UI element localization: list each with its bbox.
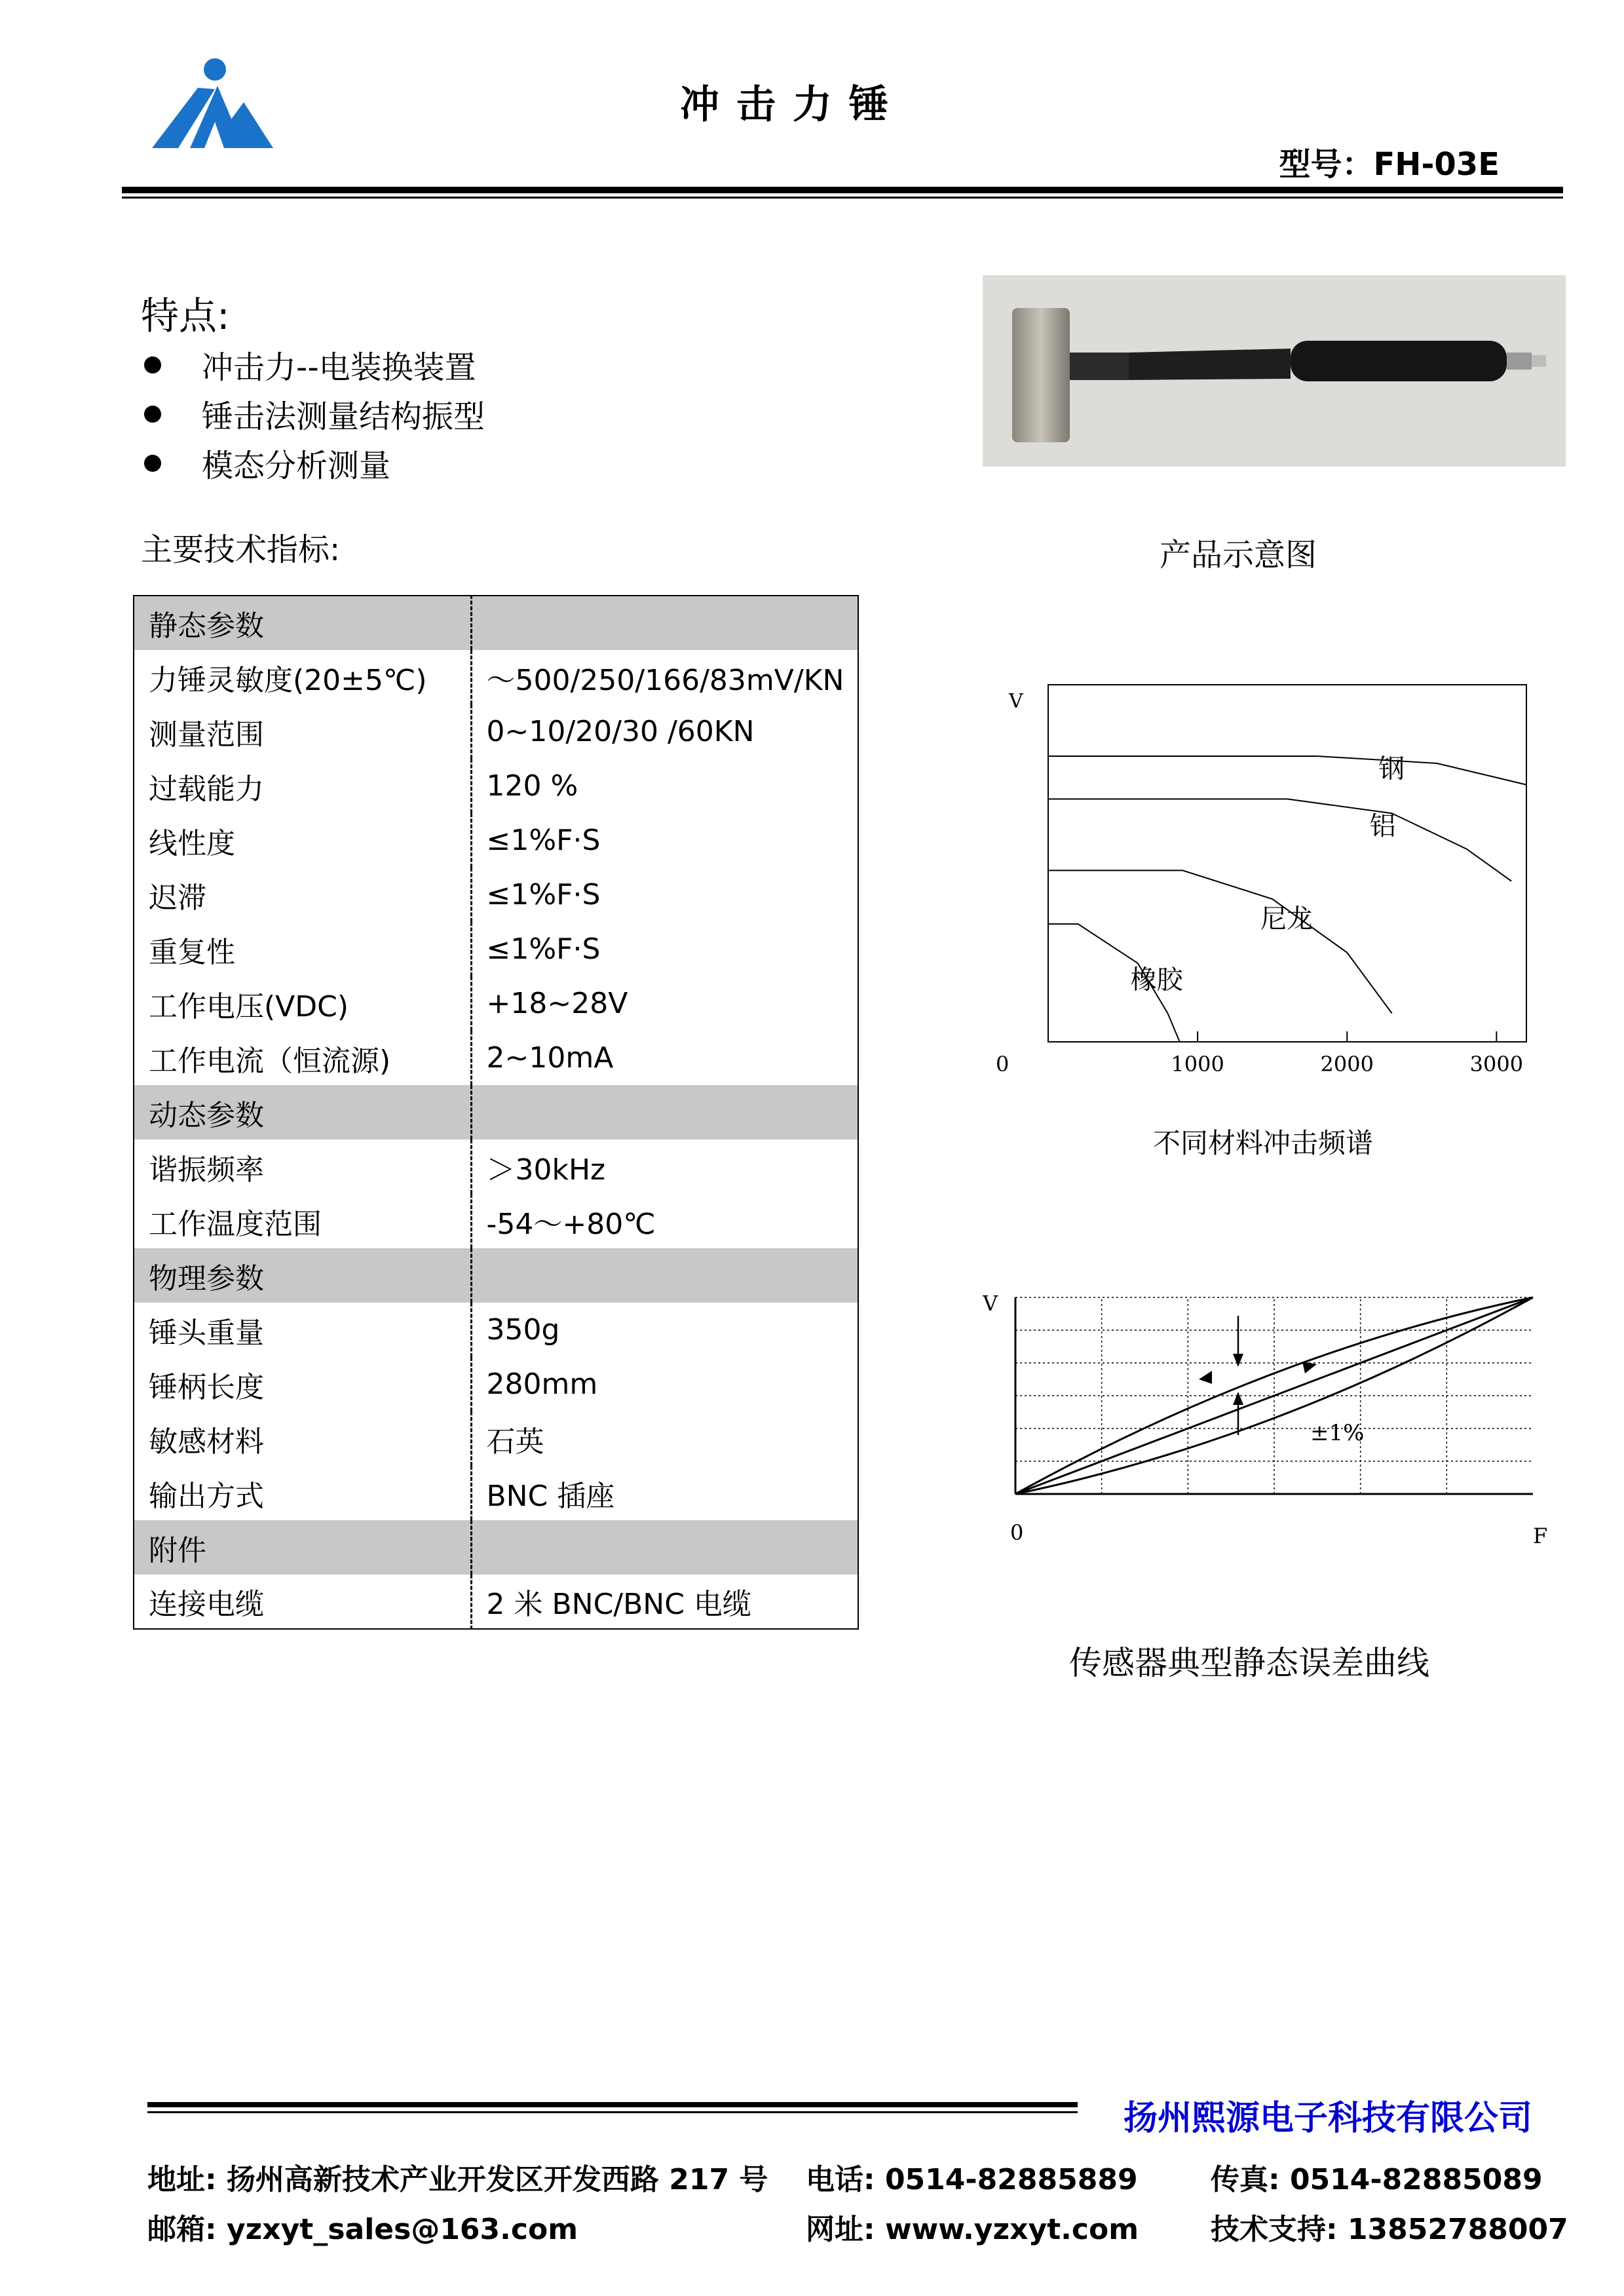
footer-email <box>147 2206 578 2248</box>
series-label: 尼龙 <box>1260 904 1313 934</box>
arrow-icon <box>1199 1371 1212 1384</box>
error-annotation: ±1% <box>1310 1420 1365 1446</box>
feature-item <box>144 440 390 486</box>
footer-divider-thin <box>147 2111 1078 2113</box>
spec-name: 连接电缆 <box>134 1575 471 1629</box>
spec-row <box>134 813 858 868</box>
x-tick-label: 2000 <box>1320 1052 1374 1077</box>
spec-value: 2 米 BNC/BNC 电缆 <box>486 1588 751 1621</box>
spec-value: 石英 <box>486 1425 544 1459</box>
spec-name: 谐振频率 <box>134 1139 471 1194</box>
spec-name: 线性度 <box>134 813 471 868</box>
chart1-caption: 不同材料冲击频谱 <box>1153 1127 1374 1159</box>
spec-value: 280mm <box>486 1368 598 1401</box>
web-value[interactable]: www.yzxyt.com <box>884 2213 1139 2246</box>
address-label: 地址: <box>147 2163 217 2196</box>
footer-web <box>806 2206 1139 2248</box>
x-tick-label: 1000 <box>1171 1052 1224 1077</box>
chart2-caption <box>1069 1637 1429 1684</box>
spec-name: 迟滞 <box>134 868 471 922</box>
spec-value: ～500/250/166/83mV/KN <box>486 663 844 697</box>
spec-row <box>134 1575 858 1629</box>
spec-row <box>134 1194 858 1248</box>
spec-value <box>471 1085 858 1139</box>
spec-row <box>134 1466 858 1520</box>
bullet-icon <box>144 406 161 423</box>
photo-caption: 产品示意图 <box>1160 537 1317 573</box>
chart2-caption-text: 传感器典型静态误差曲线 <box>1069 1644 1429 1682</box>
frequency-spectrum-chart <box>996 668 1533 1114</box>
footer-divider <box>147 2102 1078 2107</box>
arrow-up-icon <box>1233 1392 1243 1405</box>
plot-frame <box>1048 685 1526 1042</box>
spec-value: 120 % <box>486 769 578 803</box>
spec-value <box>471 1248 858 1303</box>
document-title: 冲击力锤 <box>680 82 905 128</box>
spec-value <box>471 1520 858 1575</box>
origin-label: 0 <box>1010 1520 1024 1545</box>
spec-row <box>134 759 858 813</box>
y-axis-label: V <box>1009 690 1023 713</box>
spec-name: 输出方式 <box>134 1466 471 1520</box>
spec-name: 动态参数 <box>134 1085 471 1139</box>
spec-name: 附件 <box>134 1520 471 1575</box>
web-label: 网址: <box>806 2213 875 2246</box>
support-value: 13852788007 <box>1347 2213 1568 2246</box>
spec-row <box>134 922 858 976</box>
spec-value: +18~28V <box>486 987 628 1020</box>
spec-name: 重复性 <box>134 922 471 976</box>
x-tick-label: 3000 <box>1469 1052 1524 1077</box>
series-label: 铝 <box>1369 811 1396 841</box>
spec-name: 过载能力 <box>134 759 471 813</box>
spec-row <box>134 704 858 759</box>
spec-name: 敏感材料 <box>134 1411 471 1466</box>
email-label: 邮箱: <box>147 2213 217 2246</box>
support-label: 技术支持: <box>1211 2213 1338 2246</box>
spec-value: ≤1%F·S <box>486 932 601 966</box>
series-label: 橡胶 <box>1130 965 1183 995</box>
spec-value: BNC 插座 <box>486 1479 615 1513</box>
spec-row <box>134 1303 858 1357</box>
series-line <box>1048 870 1392 1013</box>
spec-name: 测量范围 <box>134 704 471 759</box>
spec-name: 工作温度范围 <box>134 1194 471 1248</box>
bullet-icon <box>144 455 161 472</box>
spec-section-row <box>134 596 858 650</box>
spec-row <box>134 868 858 922</box>
fax-label: 传真: <box>1211 2163 1280 2196</box>
specs-heading: 主要技术指标: <box>141 531 341 568</box>
model-number: 型号：FH-03E <box>1279 146 1500 183</box>
feature-text: 锤击法测量结构振型 <box>202 398 485 435</box>
feature-text: 冲击力--电装换装置 <box>202 349 476 386</box>
spec-name: 物理参数 <box>134 1248 471 1303</box>
footer-support <box>1211 2206 1568 2248</box>
spec-value <box>471 596 858 650</box>
static-error-chart <box>983 1278 1572 1553</box>
company-name: 扬州熙源电子科技有限公司 <box>1123 2099 1532 2138</box>
spec-row <box>134 1139 858 1194</box>
spec-row <box>134 1411 858 1466</box>
feature-item <box>144 342 476 387</box>
spec-value: 0~10/20/30 /60KN <box>486 715 755 748</box>
spec-name: 工作电流（恒流源) <box>134 1031 471 1085</box>
spec-name: 锤柄长度 <box>134 1357 471 1411</box>
spec-section-row <box>134 1085 858 1139</box>
spec-value: ≤1%F·S <box>486 824 601 857</box>
features-heading: 特点: <box>141 294 230 338</box>
footer-phone <box>806 2156 1138 2198</box>
arrow-down-icon <box>1233 1354 1243 1367</box>
series-line <box>1048 756 1526 785</box>
spec-row <box>134 1031 858 1085</box>
header-divider <box>122 187 1563 193</box>
feature-item <box>144 391 485 436</box>
email-value[interactable]: yzxyt_sales@163.com <box>226 2213 578 2246</box>
x-axis-label: F <box>1533 1523 1548 1548</box>
y-axis-label: V <box>983 1291 998 1316</box>
spec-value: -54～+80℃ <box>486 1207 656 1241</box>
series-label: 钢 <box>1378 754 1405 784</box>
header-divider-thin <box>122 197 1563 199</box>
spec-name: 静态参数 <box>134 596 471 650</box>
spec-section-row <box>134 1520 858 1575</box>
phone-value: 0514-82885889 <box>884 2163 1138 2196</box>
fax-value: 0514-82885089 <box>1289 2163 1543 2196</box>
hammer-image <box>983 275 1566 467</box>
spec-row <box>134 976 858 1031</box>
spec-value: ≤1%F·S <box>486 878 601 911</box>
bullet-icon <box>144 356 161 373</box>
spec-value: 350g <box>486 1313 560 1347</box>
spec-row <box>134 650 858 704</box>
series-line <box>1048 799 1511 881</box>
address-value: 扬州高新技术产业开发区开发西路 217 号 <box>226 2163 768 2196</box>
footer-fax <box>1211 2156 1543 2198</box>
spec-value: 2~10mA <box>486 1041 614 1075</box>
spec-section-row <box>134 1248 858 1303</box>
phone-label: 电话: <box>806 2163 875 2196</box>
spec-name: 锤头重量 <box>134 1303 471 1357</box>
company-logo <box>152 56 273 148</box>
spec-name: 力锤灵敏度(20±5℃) <box>134 650 471 704</box>
spec-name: 工作电压(VDC) <box>134 976 471 1031</box>
spec-table <box>133 595 859 1630</box>
spec-row <box>134 1357 858 1411</box>
product-photo <box>983 275 1566 467</box>
spec-value: ＞30kHz <box>486 1153 606 1187</box>
feature-text: 模态分析测量 <box>202 448 391 484</box>
footer-address <box>147 2156 768 2198</box>
x-tick-label: 0 <box>996 1052 1010 1077</box>
